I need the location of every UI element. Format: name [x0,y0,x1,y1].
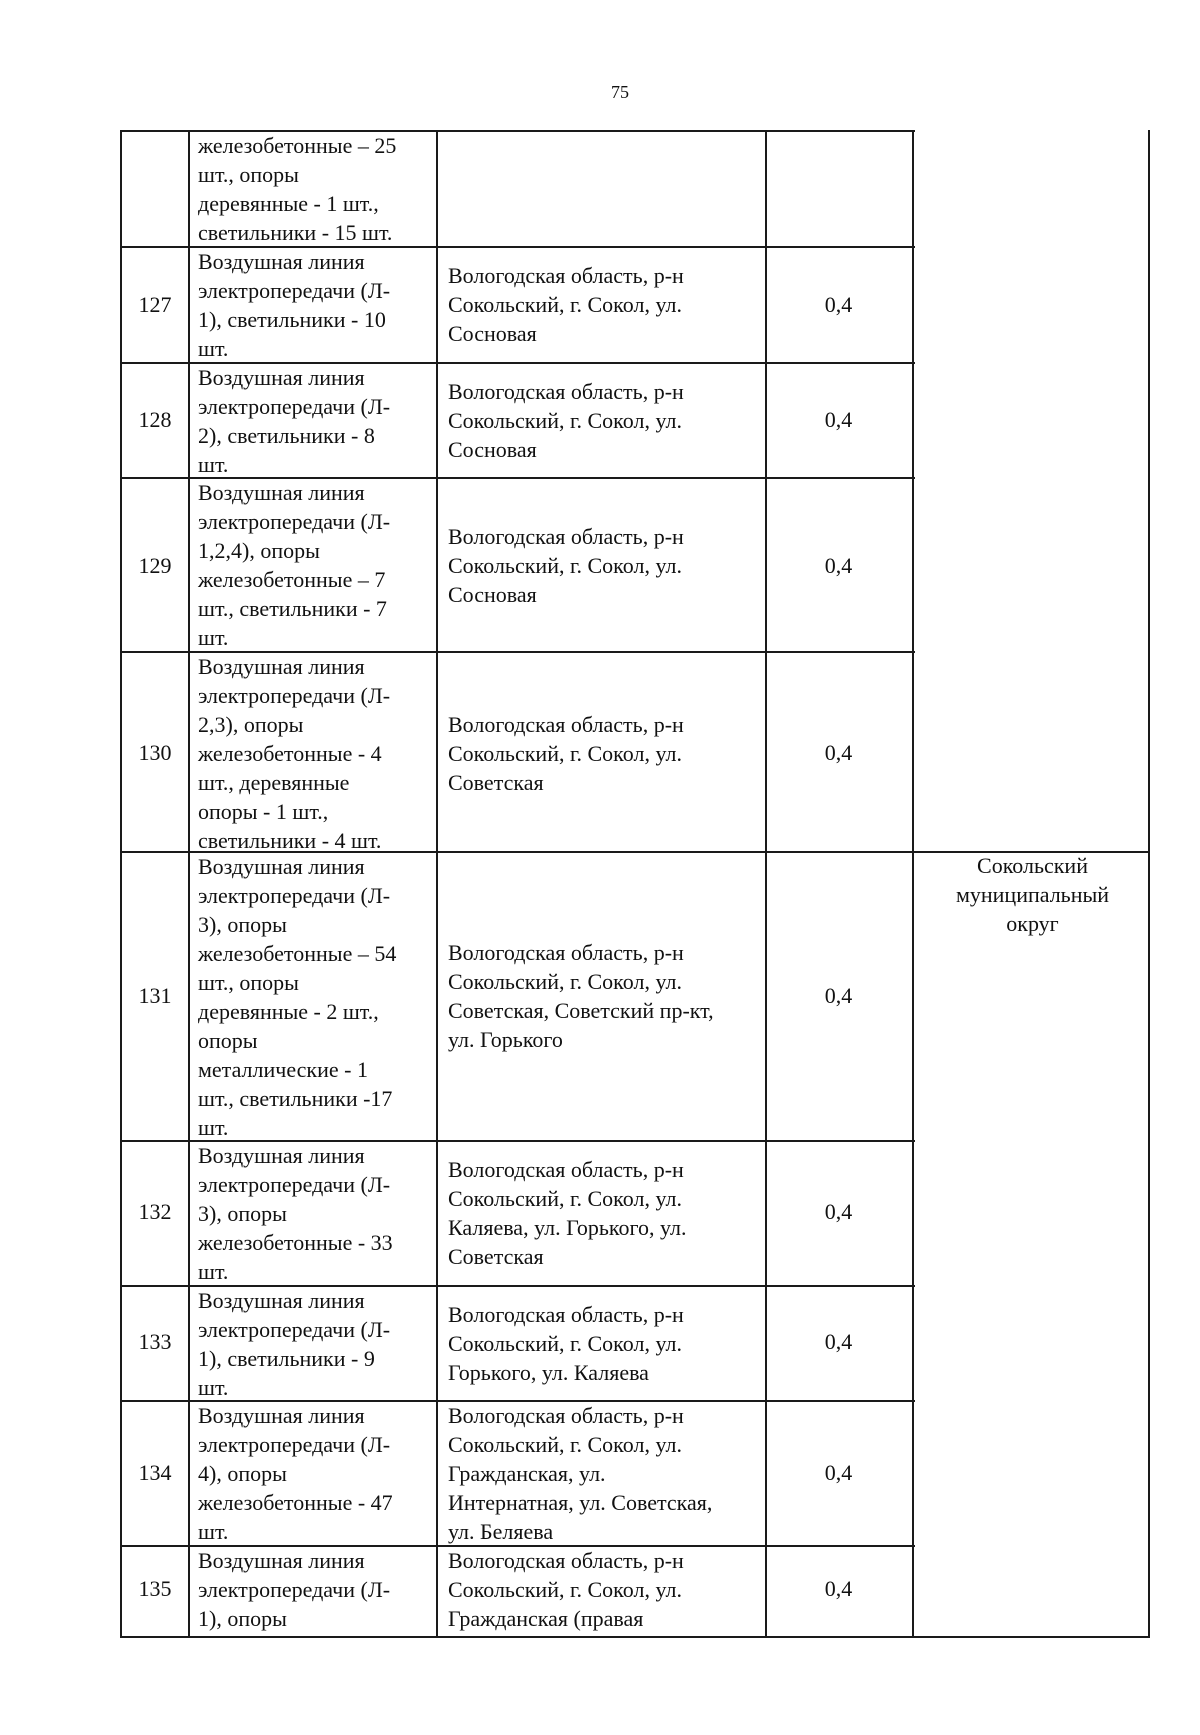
object-address: Вологодская область, р-н Сокольский, г. Сокол, ул. Гражданская, ул. Интернатная, ул. Советская, ул. Беляева [448,1403,713,1544]
row-number: 127 [138,292,172,317]
object-voltage: 0,4 [824,1199,853,1224]
object-address: Вологодская область, р-н Сокольский, г. Сокол, ул. Сосновая [448,379,684,462]
object-description: железобетонные – 25 шт., опоры деревянные - 1 шт., светильники - 15 шт. [198,133,397,245]
column-border [912,130,914,1638]
row-number: 128 [138,407,172,432]
object-description: Воздушная линия электропередачи (Л- 2), светильники - 8 шт. [198,365,391,477]
object-voltage: 0,4 [824,407,853,432]
object-description: Воздушная линия электропередачи (Л- 1,2,4), опоры железобетонные – 7 шт., светильники - 7 шт. [198,480,391,650]
column-border [188,130,190,1638]
object-description: Воздушная линия электропередачи (Л- 1), светильники - 10 шт. [198,249,391,361]
object-address: Вологодская область, р-н Сокольский, г. Сокол, ул. Сосновая [448,263,684,346]
object-voltage: 0,4 [824,1576,853,1601]
object-voltage: 0,4 [824,292,853,317]
page-number: 75 [611,82,629,102]
row-number: 129 [138,553,172,578]
object-address: Вологодская область, р-н Сокольский, г. Сокол, ул. Советская, Советский пр-кт, ул. Горького [448,940,714,1052]
object-description: Воздушная линия электропередачи (Л- 1), опоры [198,1548,391,1631]
row-number: 131 [138,983,172,1008]
object-voltage: 0,4 [824,553,853,578]
object-voltage: 0,4 [824,983,853,1008]
object-description: Воздушная линия электропередачи (Л- 1), светильники - 9 шт. [198,1288,391,1400]
row-number: 134 [138,1460,172,1485]
row-number: 132 [138,1199,172,1224]
object-voltage: 0,4 [824,740,853,765]
object-description: Воздушная линия электропередачи (Л- 3), опоры железобетонные – 54 шт., опоры деревянные - 2 шт., опоры металлические - 1 шт., светильники -17 шт. [198,854,397,1140]
object-address: Вологодская область, р-н Сокольский, г. Сокол, ул. Сосновая [448,524,684,607]
object-address: Вологодская область, р-н Сокольский, г. Сокол, ул. Каляева, ул. Горького, ул. Советская [448,1157,687,1269]
object-description: Воздушная линия электропередачи (Л- 4), опоры железобетонные - 47 шт. [198,1403,393,1544]
row-number: 130 [138,740,172,765]
object-address: Вологодская область, р-н Сокольский, г. Сокол, ул. Гражданская (правая [448,1548,684,1631]
row-number: 135 [138,1576,172,1601]
object-address: Вологодская область, р-н Сокольский, г. Сокол, ул. Горького, ул. Каляева [448,1302,684,1385]
assets-table [120,130,1150,1638]
object-description: Воздушная линия электропередачи (Л- 3), опоры железобетонные - 33 шт. [198,1143,393,1284]
object-description: Воздушная линия электропередачи (Л- 2,3), опоры железобетонные - 4 шт., деревянные опоры - 1 шт., светильники - 4 шт. [198,654,391,853]
column-border [120,130,122,1638]
region-name: Сокольский муниципальный округ [955,853,1110,936]
object-voltage: 0,4 [824,1460,853,1485]
row-border [120,1636,1150,1638]
row-number: 133 [138,1329,172,1354]
object-address: Вологодская область, р-н Сокольский, г. Сокол, ул. Советская [448,712,684,795]
object-voltage: 0,4 [824,1329,853,1354]
